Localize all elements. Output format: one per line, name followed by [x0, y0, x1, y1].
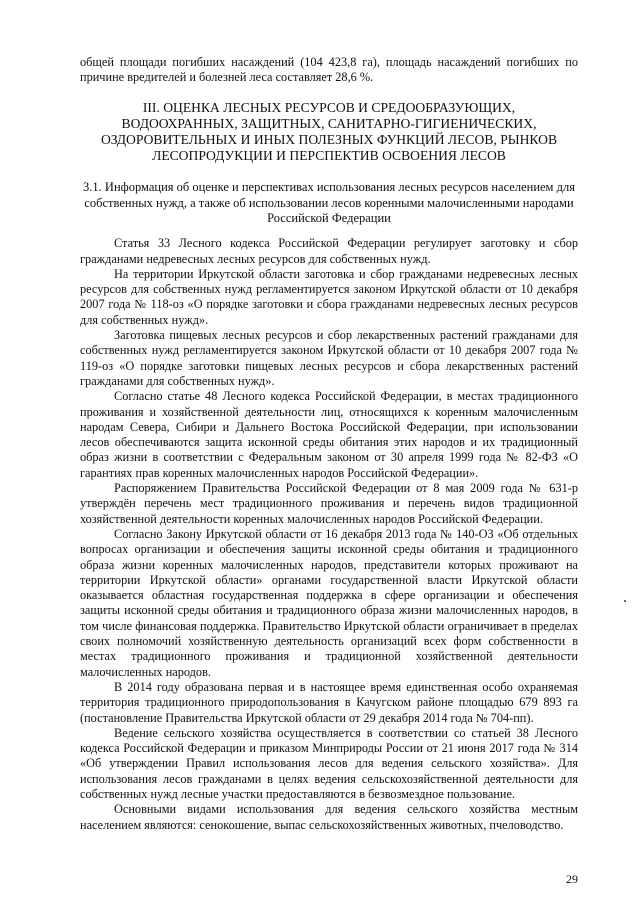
subsection-title: 3.1. Информация об оценке и перспективах использования лесных ресурсов населением для собственных нужд, а также об использовании лесов коренными малочисленными народами Российской Федерации: [83, 180, 575, 225]
intro-paragraph: общей площади погибших насаждений (104 423,8 га), площадь насаждений погибших по причине вредителей и болезней леса составляет 28,6 %.: [80, 55, 578, 85]
paragraph-order-631-r: Распоряжением Правительства Российской Федерации от 8 мая 2009 года № 631-р утверждён перечень мест традиционного проживания и перечень видов традиционной хозяйственной деятельности коренных малочисленных народов Российской Федерации.: [80, 481, 578, 526]
paragraph-law-118-oz: На территории Иркутской области заготовка и сбор гражданами недревесных лесных ресурсов для собственных нужд регламентируется законом Иркутской области от 10 декабря 2007 года № 118-оз «О порядке заготовки и сбора гражданами недревесных лесных ресурсов для собственных нужд».: [80, 266, 578, 327]
scan-speck: [624, 600, 626, 602]
section-title: III. ОЦЕНКА ЛЕСНЫХ РЕСУРСОВ И СРЕДООБРАЗУЮЩИХ, ВОДООХРАННЫХ, ЗАЩИТНЫХ, САНИТАРНО-ГИГИЕНИЧЕСКИХ, ОЗДОРОВИТЕЛЬНЫХ И ИНЫХ ПОЛЕЗНЫХ ФУНКЦИЙ ЛЕСОВ, РЫНКОВ ЛЕСОПРОДУКЦИИ И ПЕРСПЕКТИВ ОСВОЕНИЯ ЛЕСОВ: [100, 99, 558, 164]
page-content: [80, 55, 578, 833]
paragraph-protected-territory: В 2014 году образована первая и в настоящее время единственная особо охраняемая территория традиционного природопользования в Качугском районе площадью 679 893 га (постановление Правительства Иркутской области от 29 декабря 2014 года № 704-пп).: [80, 679, 578, 725]
paragraph-law-140-oz: Согласно Закону Иркутской области от 16 декабря 2013 года № 140-ОЗ «Об отдельных вопросах организации и обеспечения защиты исконной среды обитания и традиционного образа жизни коренных малочисленных народов, представители которых проживают на территории Иркутской области» органами государственной власти Иркутской области оказывается областная государственная поддержка в сфере организации и обеспечения защиты исконной среды обитания и традиционного образа жизни малочисленных народов, в том числе финансовая поддержка. Правительство Иркутской области ограничивает в пределах своих полномочий хозяйственную деятельность организаций всех форм собственности в местах традиционного проживания и традиционной хозяйственной деятельности малочисленных народов.: [80, 526, 578, 679]
paragraph-agriculture: Ведение сельского хозяйства осуществляется в соответствии со статьей 38 Лесного кодекса Российской Федерации и приказом Минприроды России от 21 июня 2017 года № 314 «Об утверждении Правил использования лесов для ведения сельского хозяйства». Для использования лесов гражданами в целях ведения сельскохозяйственной деятельности для собственных нужд лесные участки предоставляются в безвозмездное пользование.: [80, 725, 578, 801]
paragraph-law-119-oz: Заготовка пищевых лесных ресурсов и сбор лекарственных растений гражданами для собственных нужд регламентируется законом Иркутской области от 10 декабря 2007 года № 119-оз «О порядке заготовки пищевых лесных ресурсов и сбора лекарственных растений гражданами для собственных нужд».: [80, 328, 578, 388]
paragraph-main-uses: Основными видами использования для ведения сельского хозяйства местным населением являются: сенокошение, выпас сельскохозяйственных животных, пчеловодство.: [80, 802, 578, 832]
paragraph-article-48: Согласно статье 48 Лесного кодекса Российской Федерации, в местах традиционного проживания и хозяйственной деятельности лиц, относящихся к коренным малочисленным народам Севера, Сибири и Дальнего Востока Российской Федерации, при использовании лесов обеспечиваются защита исконной среды обитания этих народов и их традиционный образ жизни в соответствии с Федеральным законом от 30 апреля 1999 года № 82-ФЗ «О гарантиях прав коренных малочисленных народов Российской Федерации».: [80, 389, 578, 480]
paragraph-article-33: Статья 33 Лесного кодекса Российской Федерации регулирует заготовку и сбор гражданами недревесных лесных ресурсов для собственных нужд.: [80, 236, 578, 266]
page-number: 29: [566, 872, 578, 886]
